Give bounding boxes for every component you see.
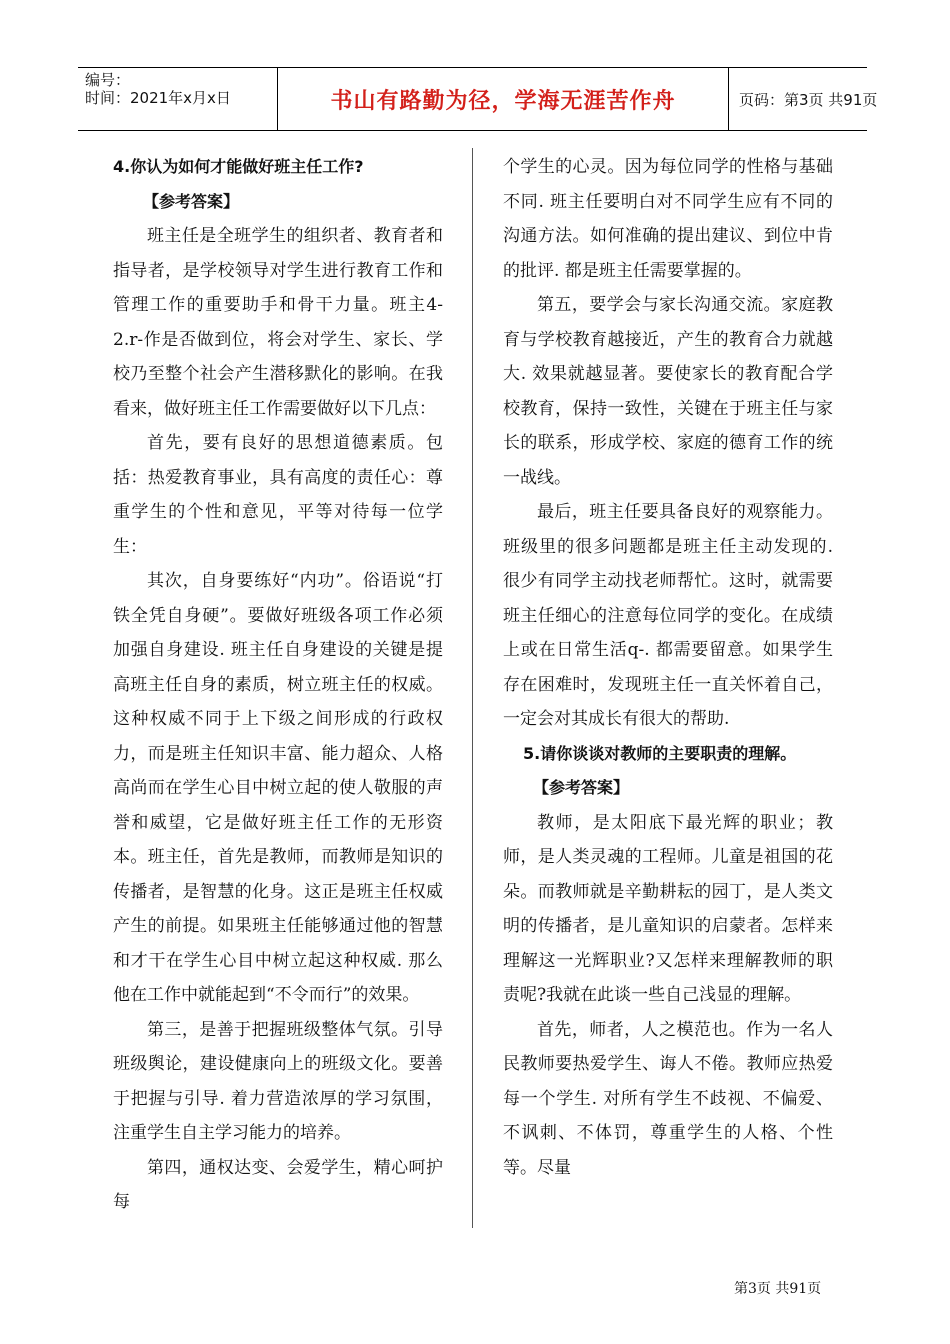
reference-answer-label: 【参考答案】 [533,778,630,797]
question-heading: 5.请你谈谈对教师的主要职责的理解。 [523,743,797,763]
paragraph: 班主任是全班学生的组织者、教育者和指导者，是学校领导对学生进行教育工作和管理工作的重要助手和骨干力量。班主4-2.r-作是否做到位，将会对学生、家长、学校乃至整个社会产生潜移默化的影响。在我看来，做好班主任工作需要做好以下几点： [113,226,443,419]
paragraph: 其次，自身要练好“内功”。俗语说“打铁全凭自身硬”。要做好班级各项工作必须加强自身建设. 班主任自身建设的关键是提高班主任自身的素质，树立班主任的权威。这种权威不同于上下级之间形成的行政权力，而是班主任知识丰富、能力超众、人格高尚而在学生心目中树立起的使人敬服的声誉和威望，它是做好班主任工作的无形资本。班主任，首先是教师，而教师是知识的传播者，是智慧的化身。这正是班主任权威产生的前提。如果班主任能够通过他的智慧和才干在学生心目中树立起这种权威. 那么他在工作中就能起到“不令而行”的效果。 [113,571,443,1005]
paragraph: 首先，要有良好的思想道德素质。包括：热爱教育事业，具有高度的责任心：尊重学生的个性和意见，平等对待每一位学生： [113,433,443,557]
motto: 书山有路勤为径，学海无涯苦作舟 [330,88,676,114]
paragraph: 首先，师者，人之模范也。作为一名人民教师要热爱学生、诲人不倦。教师应热爱每一个学生. 对所有学生不歧视、不偏爱、不讽刺、不体罚，尊重学生的人格、个性等。尽量 [503,1019,833,1178]
right-column [503,150,833,1185]
paragraph: 个学生的心灵。因为每位同学的性格与基础不同. 班主任要明白对不同学生应有不同的沟通方法。如何准确的提出建议、到位中肯的批评. 都是班主任需要掌握的。 [503,157,833,281]
header-page-cell [729,68,878,130]
number-label: 编号： [85,71,131,89]
time-label: 时间：2021年x月x日 [85,89,231,107]
paragraph: 最后，班主任要具备良好的观察能力。班级里的很多问题都是班主任主动发现的. 很少有同学主动找老师帮忙。这时，就需要班主任细心的注意每位同学的变化。在成绩上或在日常生活q-. 都需要留意。如果学生存在困难时，发现班主任一直关怀着自己，一定会对其成长有很大的帮助. [503,502,833,729]
column-divider [472,148,473,1228]
header-motto-cell [278,68,729,130]
reference-answer-label: 【参考答案】 [143,191,240,211]
header-meta-cell [78,68,278,130]
paragraph: 第三，是善于把握班级整体气氛。引导班级舆论，建设健康向上的班级文化。要善于把握与引导. 着力营造浓厚的学习氛围，注重学生自主学习能力的培养。 [113,1019,443,1143]
page-footer: 第3页 共91页 [734,1281,822,1297]
paragraph: 第四，通权达变、会爱学生，精心呵护每 [113,1157,443,1212]
paragraph: 教师，是太阳底下最光辉的职业；教师，是人类灵魂的工程师。儿童是祖国的花朵。而教师就是辛勤耕耘的园丁，是人类文明的传播者，是儿童知识的启蒙者。怎样来理解这一光辉职业?又怎样来理解教师的职责呢?我就在此谈一些自己浅显的理解。 [503,812,833,1005]
question-heading: 4.你认为如何才能做好班主任工作? [113,157,364,176]
header-page-info: 页码：第3页 共91页 [739,90,878,109]
left-column [113,150,443,1220]
page-header [78,67,878,131]
paragraph: 第五，要学会与家长沟通交流。家庭教育与学校教育越接近，产生的教育合力就越大. 效果就越显著。要使家长的教育配合学校教育，保持一致性，关键在于班主任与家长的联系，形成学校、家庭的德育工作的统一战线。 [503,295,833,488]
